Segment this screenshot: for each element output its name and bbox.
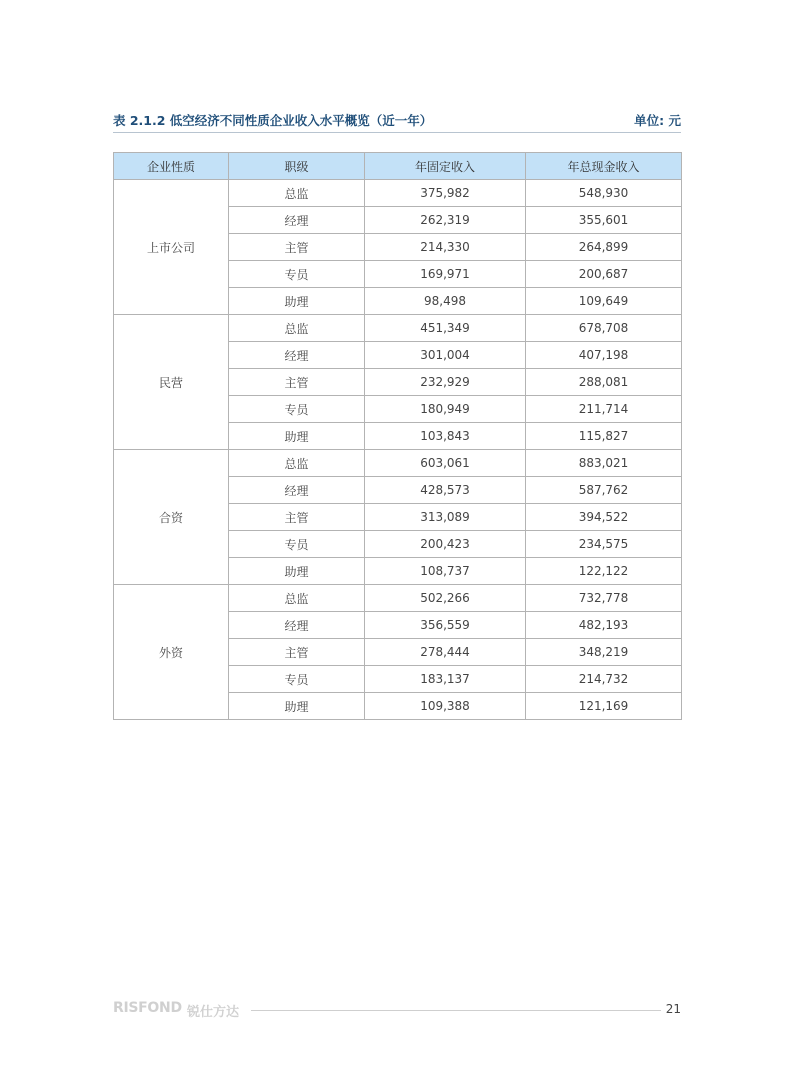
- fixed-income-cell: 262,319: [365, 207, 526, 234]
- total-cash-income-cell: 732,778: [526, 585, 682, 612]
- footer-divider: [251, 1010, 661, 1011]
- fixed-income-cell: 502,266: [365, 585, 526, 612]
- job-level-cell: 助理: [229, 423, 365, 450]
- total-cash-income-cell: 121,169: [526, 693, 682, 720]
- job-level-cell: 主管: [229, 504, 365, 531]
- total-cash-income-cell: 482,193: [526, 612, 682, 639]
- total-cash-income-cell: 587,762: [526, 477, 682, 504]
- table-row: [114, 585, 682, 612]
- fixed-income-cell: 428,573: [365, 477, 526, 504]
- total-cash-income-cell: 548,930: [526, 180, 682, 207]
- fixed-income-cell: 301,004: [365, 342, 526, 369]
- total-cash-income-cell: 678,708: [526, 315, 682, 342]
- company-type-cell: 外资: [114, 585, 229, 720]
- total-cash-income-cell: 407,198: [526, 342, 682, 369]
- unit-label: 单位: 元: [634, 113, 681, 128]
- fixed-income-cell: 109,388: [365, 693, 526, 720]
- fixed-income-cell: 180,949: [365, 396, 526, 423]
- table-row: [114, 180, 682, 207]
- job-level-cell: 专员: [229, 666, 365, 693]
- total-cash-income-cell: 200,687: [526, 261, 682, 288]
- job-level-cell: 助理: [229, 288, 365, 315]
- total-cash-income-cell: 288,081: [526, 369, 682, 396]
- total-cash-income-cell: 122,122: [526, 558, 682, 585]
- total-cash-income-cell: 234,575: [526, 531, 682, 558]
- table-row: [114, 450, 682, 477]
- job-level-cell: 助理: [229, 558, 365, 585]
- table-title-row: [113, 110, 681, 133]
- table-row: [114, 315, 682, 342]
- header-company-type: 企业性质: [114, 153, 229, 180]
- job-level-cell: 主管: [229, 369, 365, 396]
- page-footer: [113, 1000, 681, 1020]
- total-cash-income-cell: 348,219: [526, 639, 682, 666]
- total-cash-income-cell: 355,601: [526, 207, 682, 234]
- fixed-income-cell: 451,349: [365, 315, 526, 342]
- job-level-cell: 主管: [229, 639, 365, 666]
- page-number: 21: [665, 1002, 681, 1016]
- job-level-cell: 总监: [229, 450, 365, 477]
- total-cash-income-cell: 115,827: [526, 423, 682, 450]
- total-cash-income-cell: 109,649: [526, 288, 682, 315]
- job-level-cell: 总监: [229, 180, 365, 207]
- job-level-cell: 经理: [229, 477, 365, 504]
- header-fixed-income: 年固定收入: [365, 153, 526, 180]
- fixed-income-cell: 232,929: [365, 369, 526, 396]
- job-level-cell: 总监: [229, 315, 365, 342]
- company-type-cell: 合资: [114, 450, 229, 585]
- fixed-income-cell: 103,843: [365, 423, 526, 450]
- fixed-income-cell: 108,737: [365, 558, 526, 585]
- fixed-income-cell: 313,089: [365, 504, 526, 531]
- total-cash-income-cell: 394,522: [526, 504, 682, 531]
- job-level-cell: 经理: [229, 207, 365, 234]
- fixed-income-cell: 98,498: [365, 288, 526, 315]
- fixed-income-cell: 214,330: [365, 234, 526, 261]
- total-cash-income-cell: 211,714: [526, 396, 682, 423]
- job-level-cell: 总监: [229, 585, 365, 612]
- job-level-cell: 经理: [229, 342, 365, 369]
- fixed-income-cell: 183,137: [365, 666, 526, 693]
- total-cash-income-cell: 264,899: [526, 234, 682, 261]
- fixed-income-cell: 278,444: [365, 639, 526, 666]
- job-level-cell: 经理: [229, 612, 365, 639]
- job-level-cell: 主管: [229, 234, 365, 261]
- total-cash-income-cell: 214,732: [526, 666, 682, 693]
- table-title: 表 2.1.2 低空经济不同性质企业收入水平概览（近一年）: [113, 113, 433, 128]
- fixed-income-cell: 169,971: [365, 261, 526, 288]
- header-job-level: 职级: [229, 153, 365, 180]
- table-body: [114, 180, 682, 720]
- fixed-income-cell: 603,061: [365, 450, 526, 477]
- job-level-cell: 专员: [229, 396, 365, 423]
- job-level-cell: 专员: [229, 531, 365, 558]
- brand-logo: RISFOND: [113, 1000, 182, 1016]
- fixed-income-cell: 375,982: [365, 180, 526, 207]
- fixed-income-cell: 200,423: [365, 531, 526, 558]
- company-type-cell: 民营: [114, 315, 229, 450]
- table-header-row: [114, 153, 682, 180]
- brand-logo-cn: 锐仕方达: [187, 1005, 240, 1020]
- income-table: [113, 152, 682, 720]
- job-level-cell: 专员: [229, 261, 365, 288]
- company-type-cell: 上市公司: [114, 180, 229, 315]
- job-level-cell: 助理: [229, 693, 365, 720]
- total-cash-income-cell: 883,021: [526, 450, 682, 477]
- fixed-income-cell: 356,559: [365, 612, 526, 639]
- header-total-cash-income: 年总现金收入: [526, 153, 682, 180]
